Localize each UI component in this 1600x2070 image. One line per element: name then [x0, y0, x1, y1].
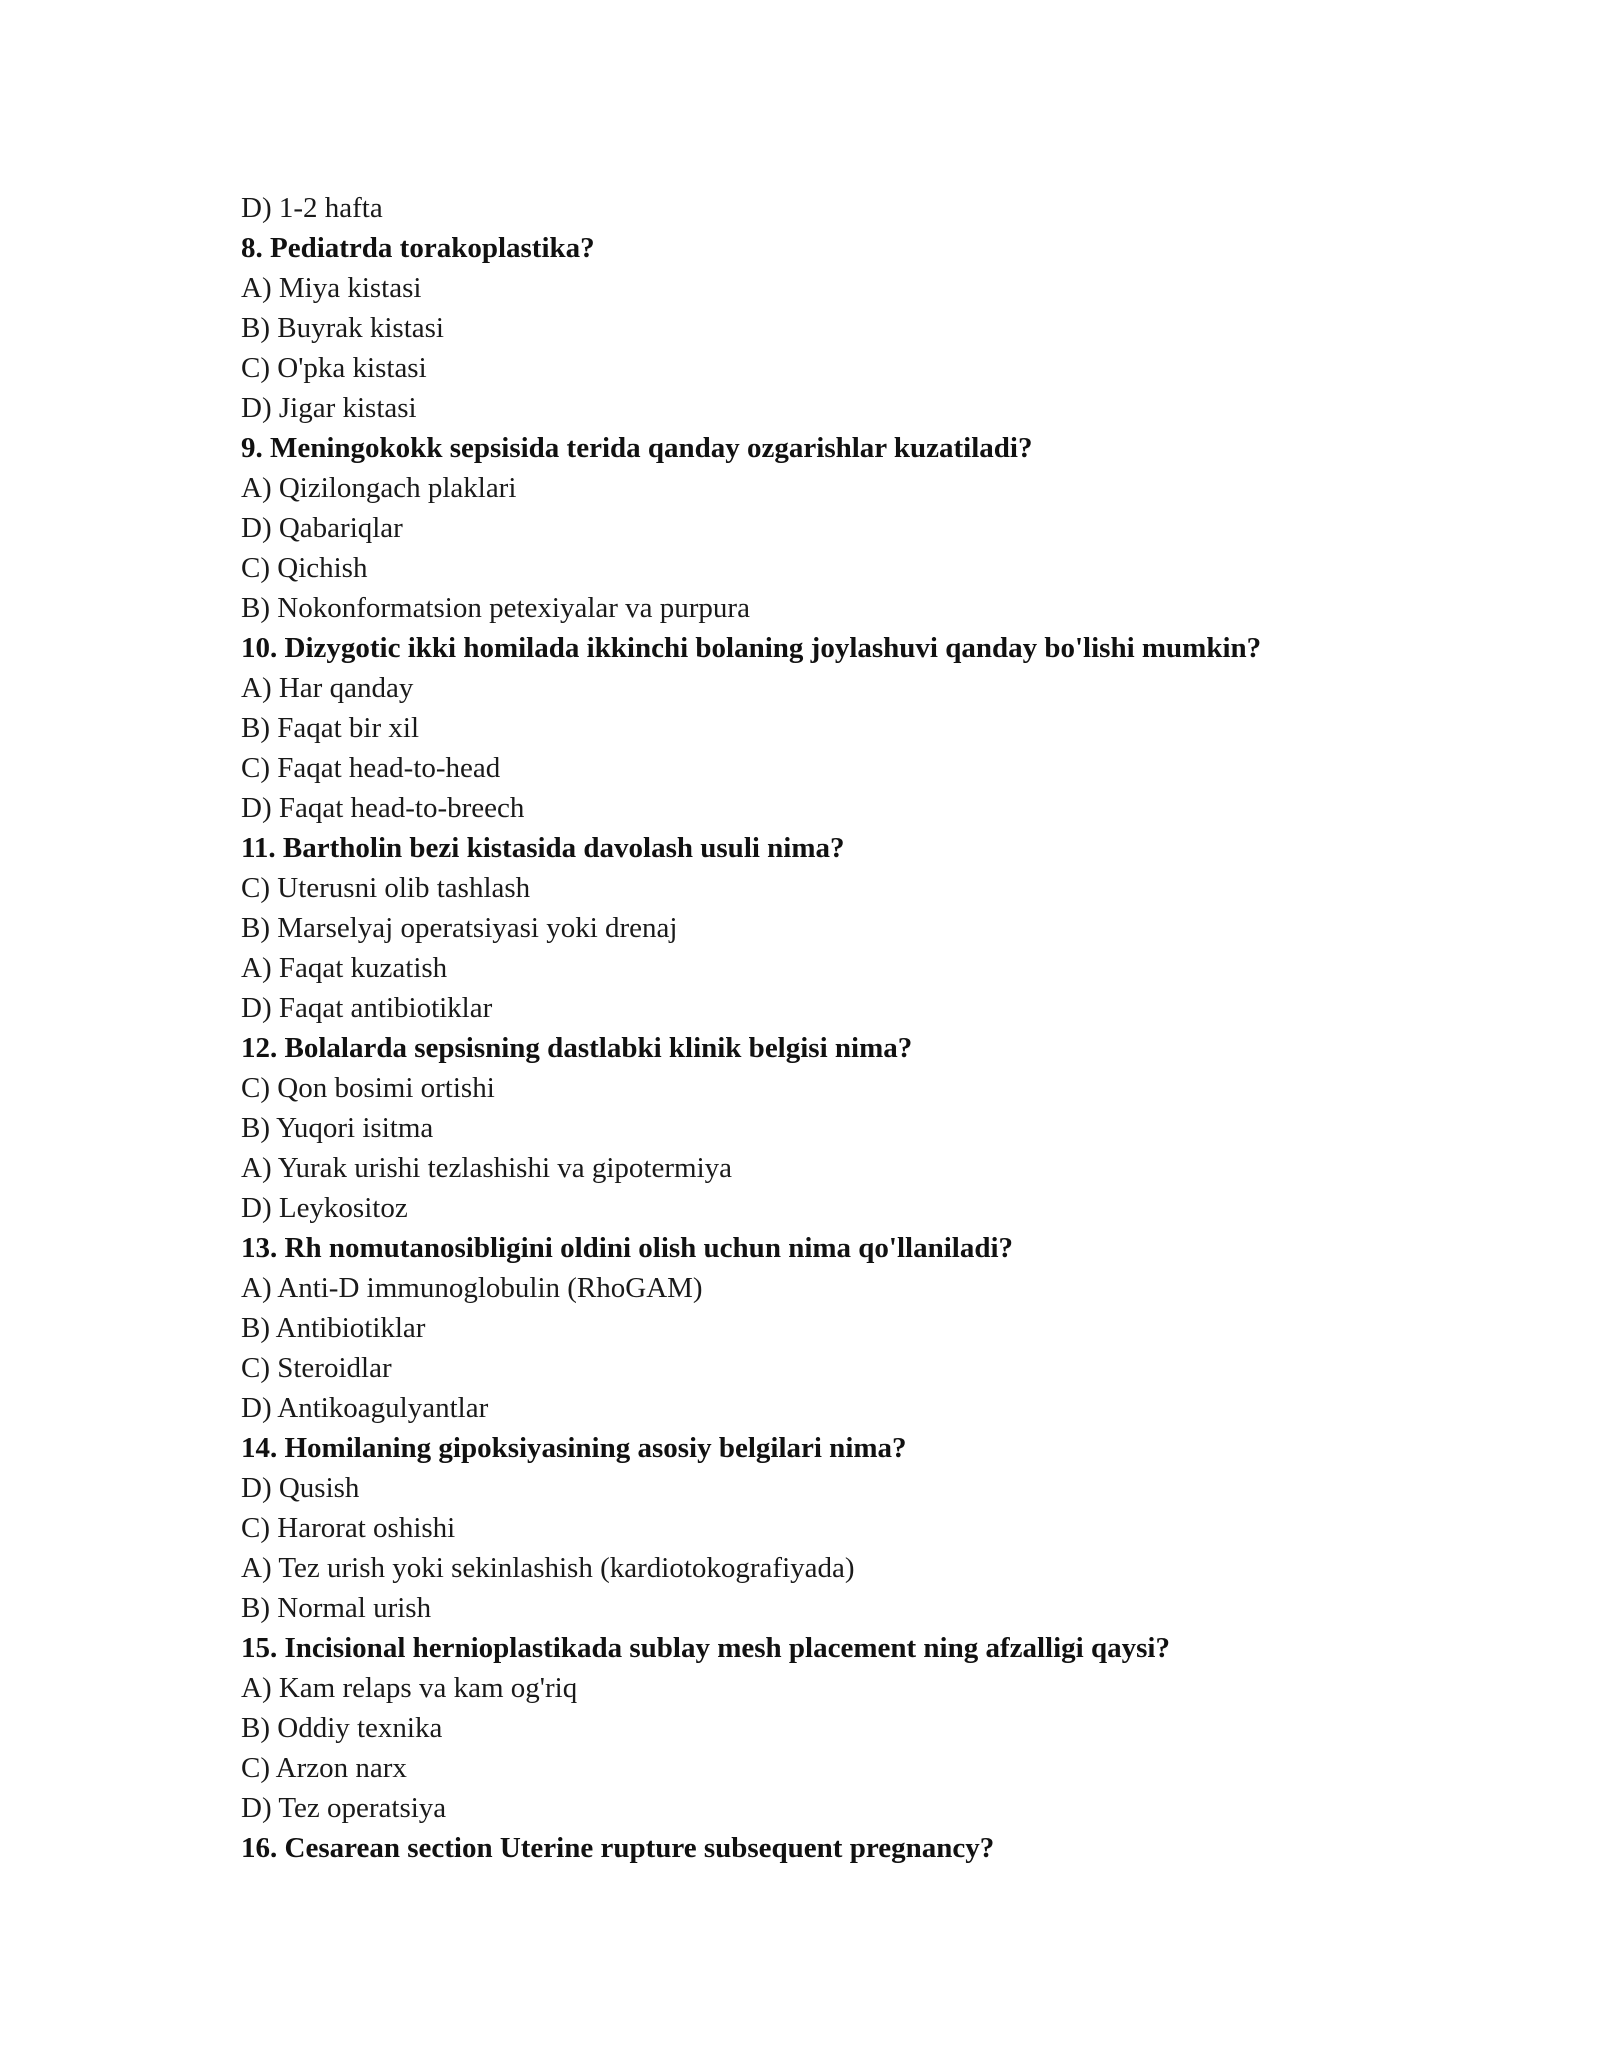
answer-option: A) Faqat kuzatish: [241, 952, 448, 984]
answer-option: A) Yurak urishi tezlashishi va gipotermiya: [241, 1152, 733, 1184]
answer-option: C) Qichish: [241, 552, 368, 584]
question-heading: 13. Rh nomutanosibligini oldini olish uchun nima qo'llaniladi?: [241, 1232, 1014, 1264]
answer-option: D) Faqat head-to-breech: [241, 792, 525, 824]
answer-option: B) Oddiy texnika: [241, 1712, 443, 1744]
answer-option: A) Miya kistasi: [241, 272, 422, 304]
answer-option: A) Qizilongach plaklari: [241, 472, 517, 504]
answer-option: D) Qusish: [241, 1472, 360, 1504]
answer-option: B) Antibiotiklar: [241, 1312, 426, 1344]
answer-option: A) Tez urish yoki sekinlashish (kardiotokografiyada): [241, 1552, 855, 1584]
question-heading: 12. Bolalarda sepsisning dastlabki klinik belgisi nima?: [241, 1032, 913, 1064]
question-heading: 16. Cesarean section Uterine rupture subsequent pregnancy?: [241, 1832, 995, 1864]
answer-option: C) Arzon narx: [241, 1752, 407, 1784]
answer-option: D) Leykositoz: [241, 1192, 408, 1224]
answer-option: D) 1-2 hafta: [241, 192, 383, 224]
answer-option: B) Nokonformatsion petexiyalar va purpura: [241, 592, 750, 624]
answer-option: D) Jigar kistasi: [241, 392, 417, 424]
answer-option: A) Kam relaps va kam og'riq: [241, 1672, 578, 1704]
answer-option: B) Marselyaj operatsiyasi yoki drenaj: [241, 912, 678, 944]
answer-option: D) Antikoagulyantlar: [241, 1392, 489, 1424]
document-body: [241, 188, 1441, 1868]
answer-option: C) Steroidlar: [241, 1352, 392, 1384]
answer-option: B) Yuqori isitma: [241, 1112, 434, 1144]
answer-option: C) Harorat oshishi: [241, 1512, 456, 1544]
answer-option: D) Tez operatsiya: [241, 1792, 447, 1824]
question-heading: 10. Dizygotic ikki homilada ikkinchi bolaning joylashuvi qanday bo'lishi mumkin?: [241, 632, 1262, 664]
answer-option: B) Normal urish: [241, 1592, 432, 1624]
answer-option: C) Uterusni olib tashlash: [241, 872, 531, 904]
answer-option: B) Faqat bir xil: [241, 712, 420, 744]
question-heading: 8. Pediatrda torakoplastika?: [241, 232, 595, 264]
question-heading: 15. Incisional hernioplastikada sublay mesh placement ning afzalligi qaysi?: [241, 1632, 1170, 1664]
answer-option: D) Faqat antibiotiklar: [241, 992, 493, 1024]
answer-option: A) Anti-D immunoglobulin (RhoGAM): [241, 1272, 703, 1304]
answer-option: D) Qabariqlar: [241, 512, 403, 544]
answer-option: C) Qon bosimi ortishi: [241, 1072, 495, 1104]
answer-option: C) Faqat head-to-head: [241, 752, 501, 784]
answer-option: A) Har qanday: [241, 672, 414, 704]
answer-option: C) O'pka kistasi: [241, 352, 427, 384]
question-heading: 14. Homilaning gipoksiyasining asosiy belgilari nima?: [241, 1432, 907, 1464]
question-heading: 11. Bartholin bezi kistasida davolash usuli nima?: [241, 832, 845, 864]
question-heading: 9. Meningokokk sepsisida terida qanday ozgarishlar kuzatiladi?: [241, 432, 1033, 464]
answer-option: B) Buyrak kistasi: [241, 312, 444, 344]
